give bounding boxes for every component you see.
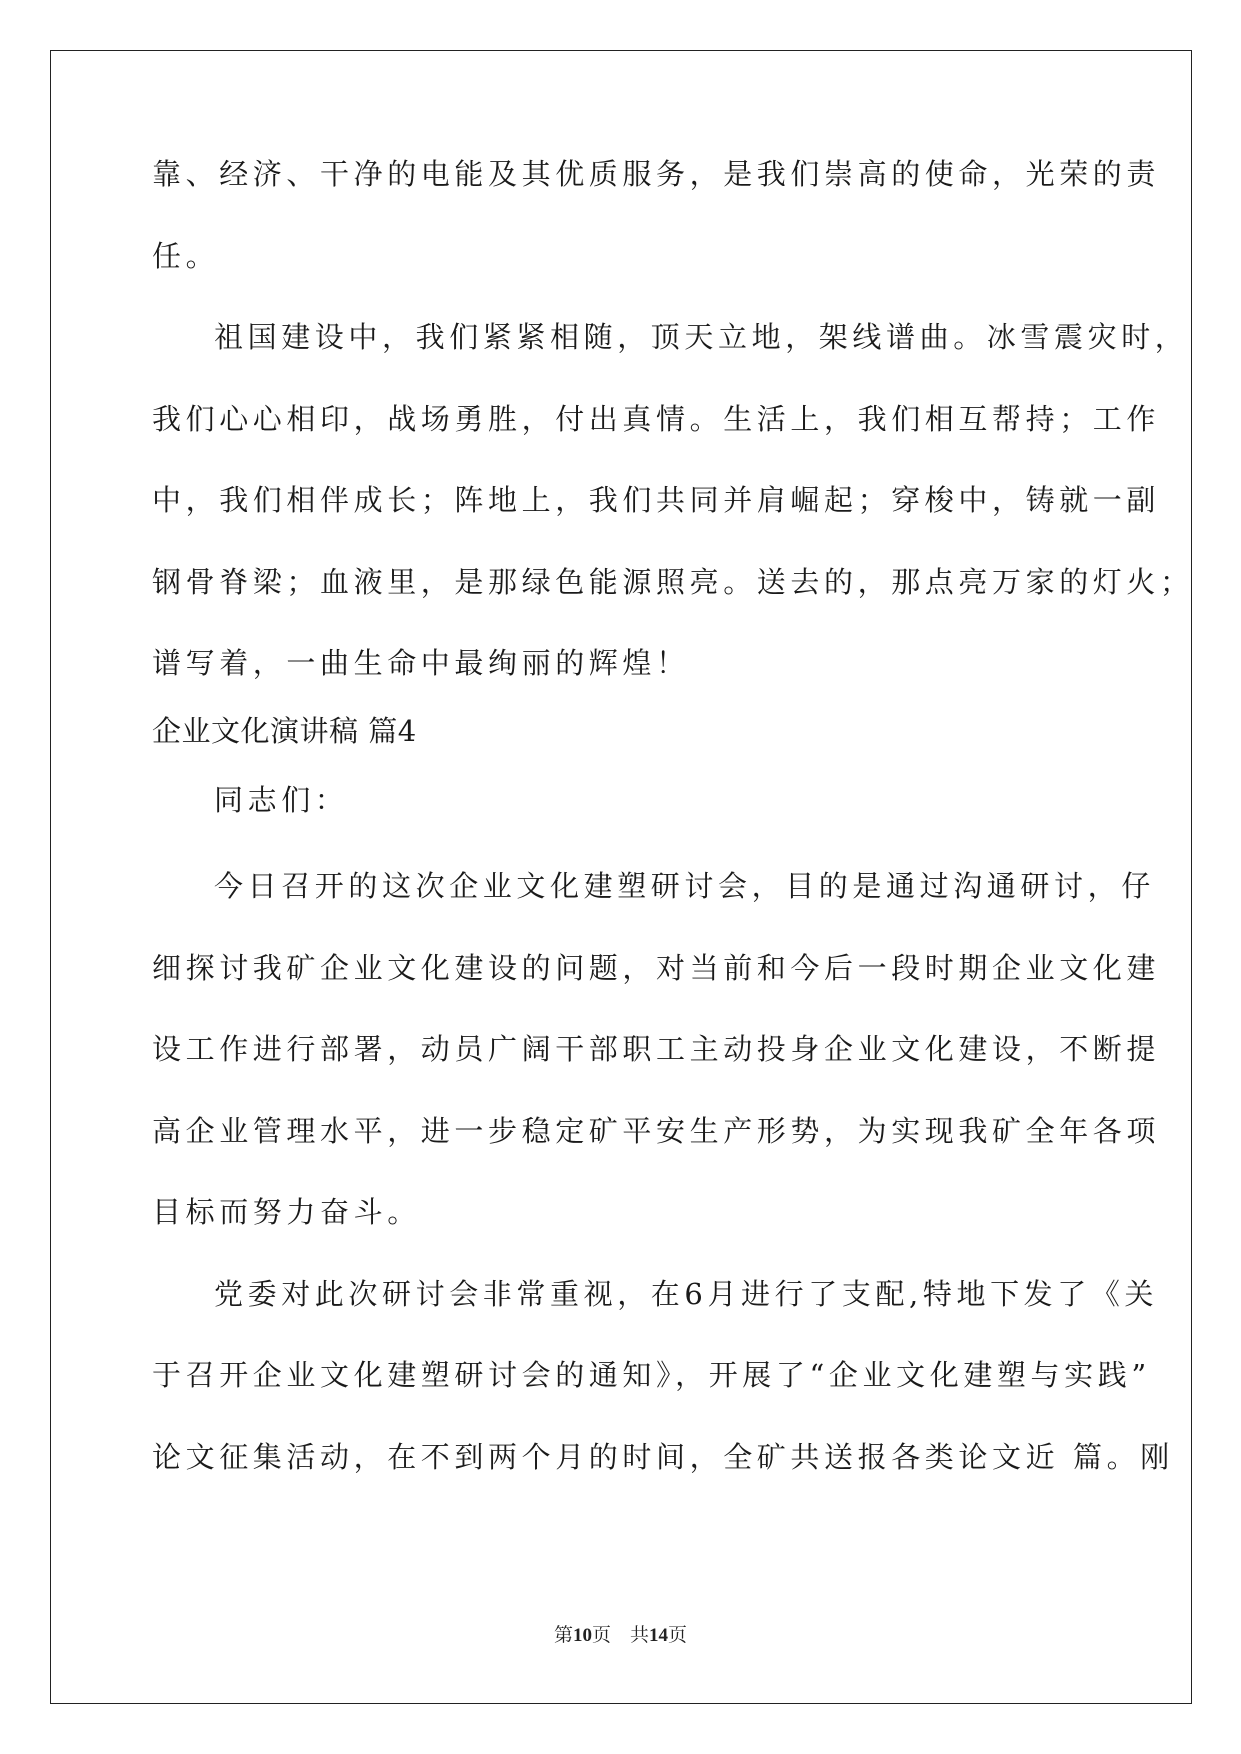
text-line: 谱写着，一曲生命中最绚丽的辉煌！ xyxy=(152,646,690,680)
text-line: 论文征集活动，在不到两个月的时间，全矿共送报各类论文近 篇。刚 xyxy=(152,1439,1174,1474)
text-line: 靠、经济、干净的电能及其优质服务，是我们崇高的使命，光荣的责 xyxy=(152,157,1161,191)
page-prefix: 第 xyxy=(553,1625,573,1646)
text-line: 高企业管理水平，进一步稳定矿平安生产形势，为实现我矿全年各项 xyxy=(152,1113,1161,1148)
current-page-number: 10 xyxy=(572,1625,592,1646)
text-line: 钢骨脊梁；血液里，是那绿色能源照亮。送去的，那点亮万家的灯火； xyxy=(152,564,1194,599)
text-line: 于召开企业文化建塑研讨会的通知》，开展了“企业文化建塑与实践” xyxy=(152,1358,1151,1392)
section-heading: 企业文化演讲稿 篇4 xyxy=(152,714,417,748)
text-line: 设工作进行部署，动员广阔干部职工主动投身企业文化建设，不断提 xyxy=(152,1032,1161,1066)
text-line: 中，我们相伴成长；阵地上，我们共同并肩崛起；穿梭中，铸就一副 xyxy=(152,483,1161,517)
text-line: 细探讨我矿企业文化建设的问题，对当前和今后一段时期企业文化建 xyxy=(152,950,1161,985)
total-page-number: 14 xyxy=(649,1625,668,1646)
document-body xyxy=(152,157,1194,1524)
text-line: 今日召开的这次企业文化建塑研讨会，目的是通过沟通研讨，仔 xyxy=(214,869,1155,903)
text-line: 我们心心相印，战场勇胜，付出真情。生活上，我们相互帮持；工作 xyxy=(152,401,1161,436)
page-mid: 页 共 xyxy=(591,1625,649,1646)
text-line: 任。 xyxy=(152,238,220,273)
page-footer xyxy=(0,1620,1241,1647)
salutation: 同志们： xyxy=(214,783,349,817)
text-line: 党委对此次研讨会非常重视，在6月进行了支配,特地下发了《关 xyxy=(214,1276,1159,1311)
text-line: 目标而努力奋斗。 xyxy=(152,1195,421,1229)
page-suffix: 页 xyxy=(668,1625,688,1646)
text-line: 祖国建设中，我们紧紧相随，顶天立地，架线谱曲。冰雪震灾时， xyxy=(214,320,1189,354)
